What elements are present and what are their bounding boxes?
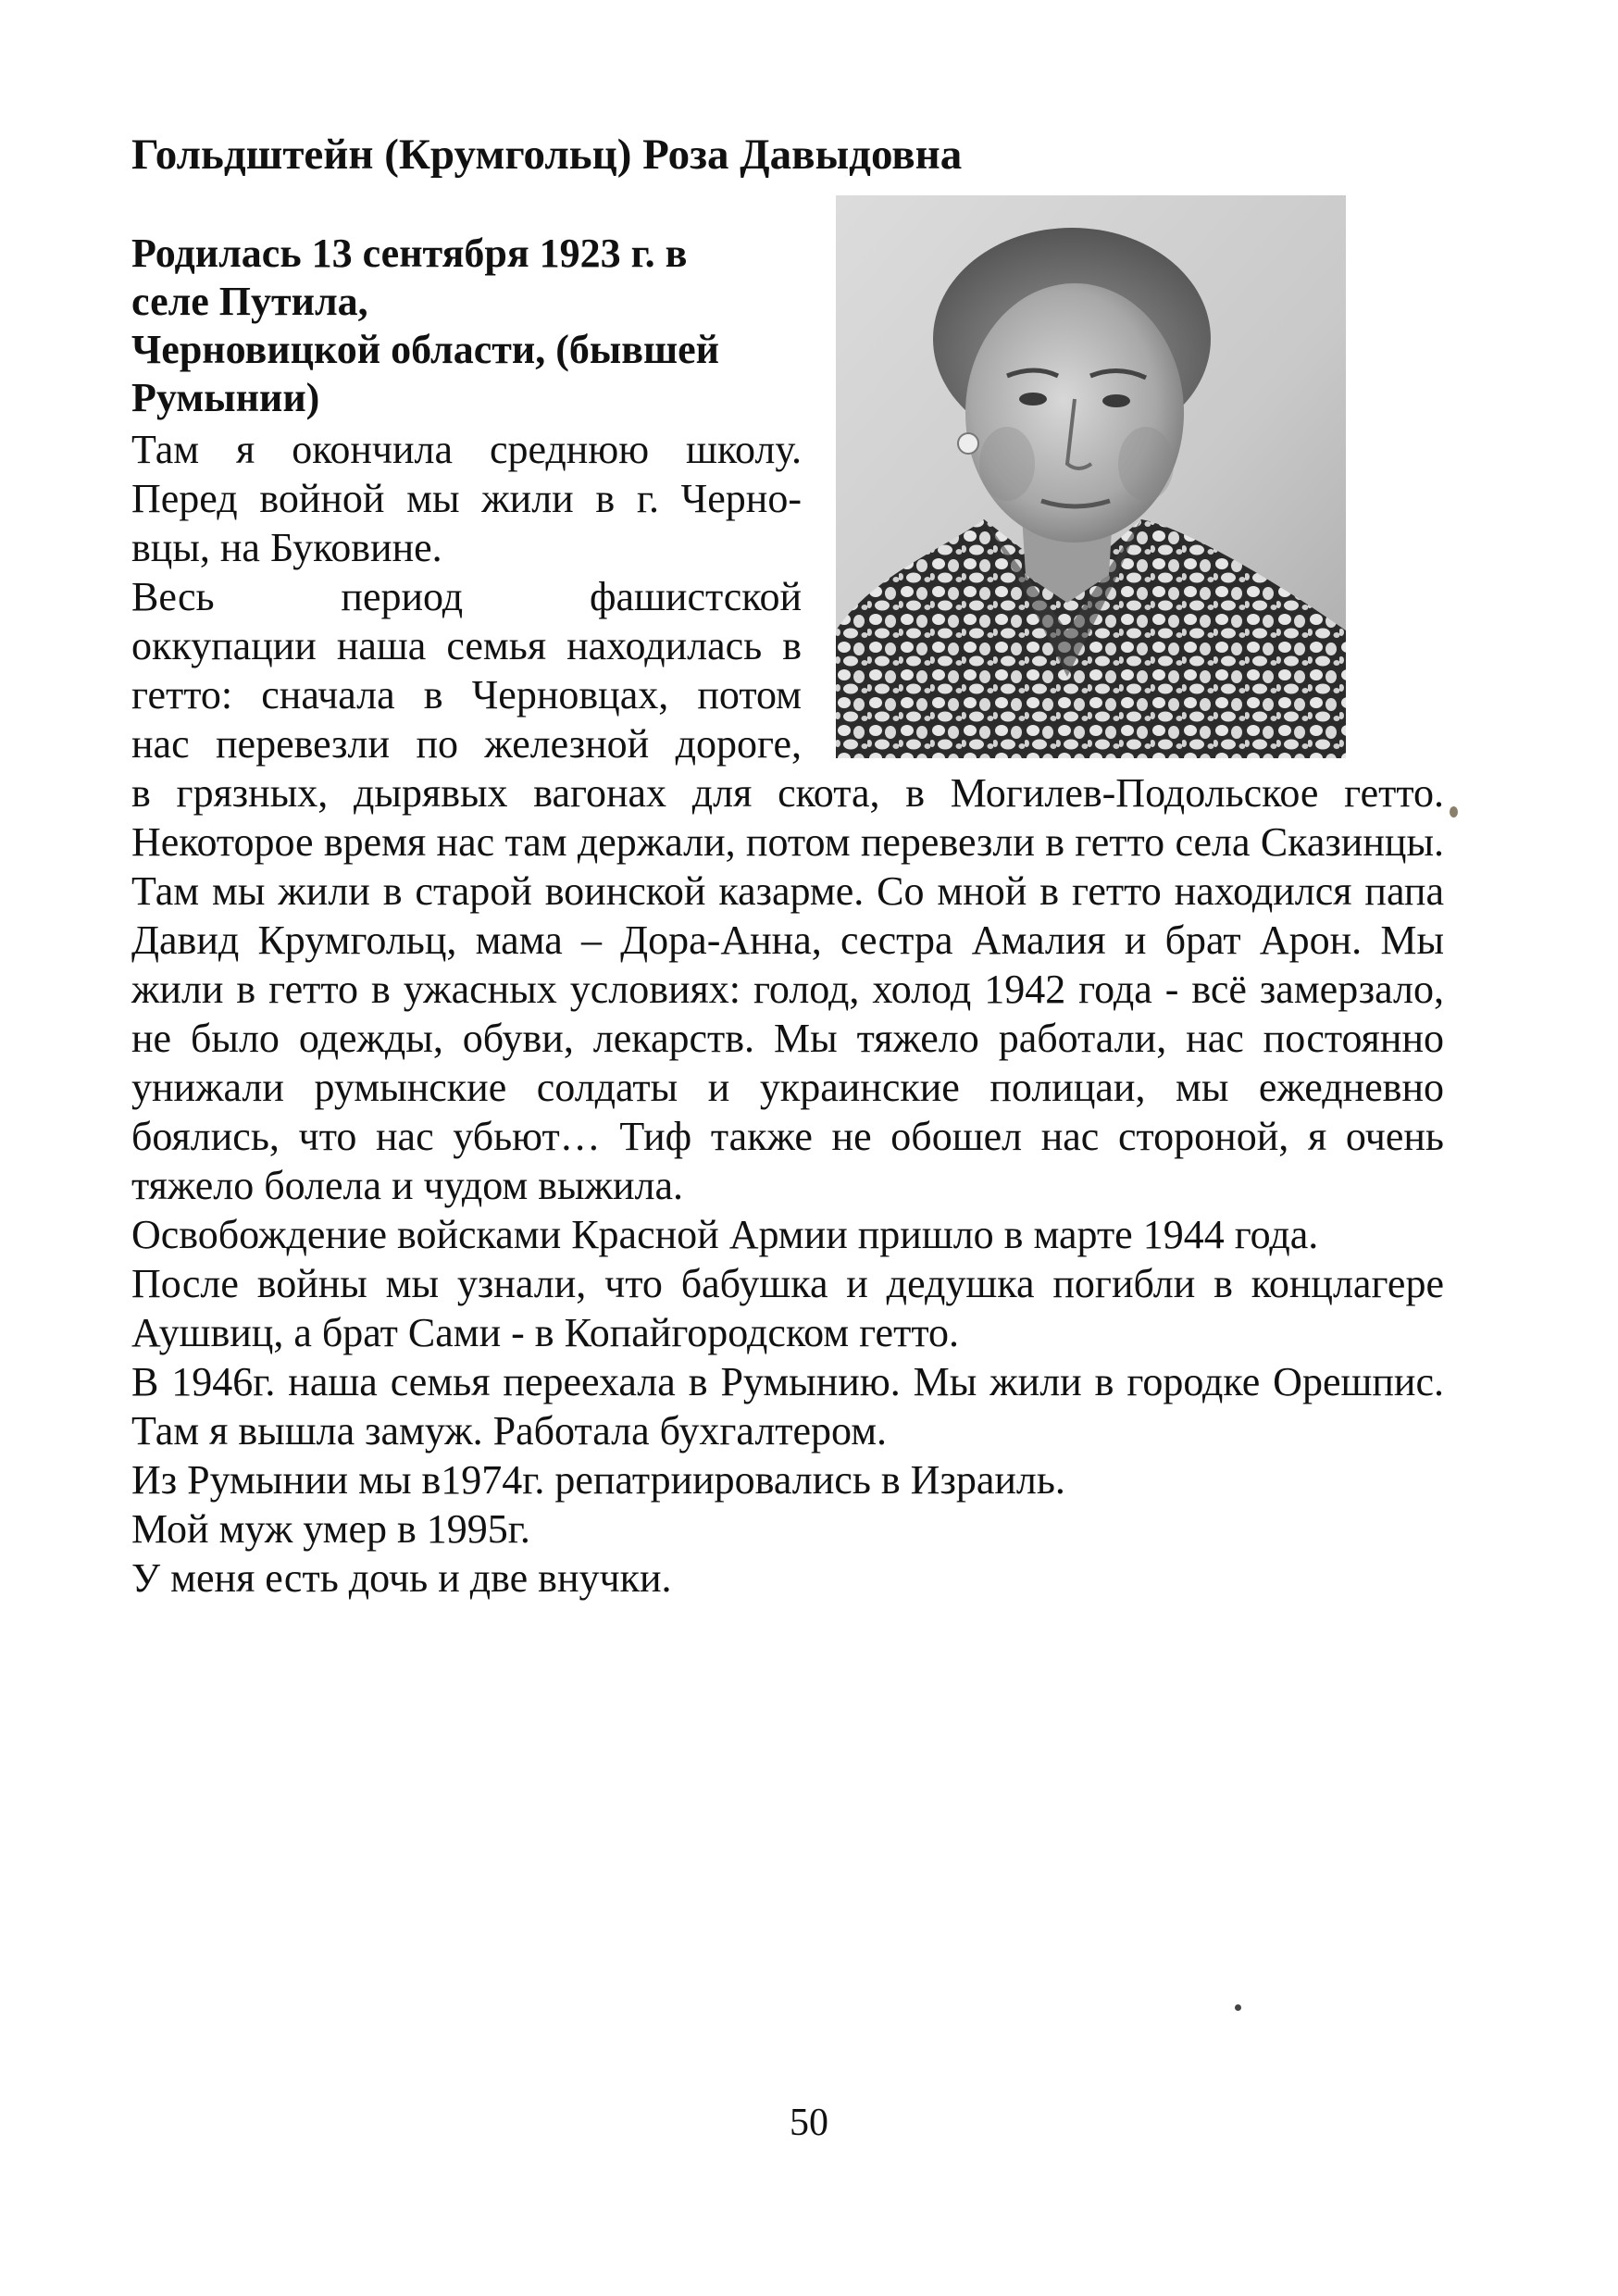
scan-speck: [1450, 806, 1458, 817]
portrait-photo: [836, 195, 1346, 758]
text-line: Перед войной мы жили в г. Черно-: [131, 476, 802, 521]
text-line: Весь период фашистской: [131, 574, 802, 619]
biography-text: [131, 768, 1444, 1603]
text-line: вцы, на Буковине.: [131, 525, 442, 570]
birth-info-line: Черновицкой области, (бывшей: [131, 327, 720, 372]
person-name-title: Гольдштейн (Крумгольц) Роза Давыдовна: [131, 131, 963, 179]
birth-info-line: Родилась 13 сентября 1923 г. в: [131, 231, 688, 276]
paragraph: В 1946г. наша семья переехала в Румынию. Мы жили в городке Орешпис. Там я вышла замуж. Работала бухгалтером.: [131, 1359, 1444, 1454]
page-number: 50: [790, 2102, 828, 2144]
birth-info-line: Румынии): [131, 375, 320, 420]
paragraph: После войны мы узнали, что бабушка и дедушка погибли в концлагере Аушвиц, а брат Сами - в Копайгородском гетто.: [131, 1261, 1444, 1355]
paragraph: У меня есть дочь и две внучки.: [131, 1555, 672, 1601]
paragraph: в грязных, дырявых вагонах для скота, в Могилев-Подольское гетто. Некоторое время нас там держали, потом перевезли в гетто села Сказинцы. Там мы жили в старой воинской казарме. Со мной в гетто находился папа Давид Крумгольц, мама – Дора-Анна, сестра Амалия и брат Арон. Мы жили в гетто в ужасных условиях: голод, холод 1942 года - всё замерзало, не было одежды, обуви, лекарств. Мы тяжело работали, нас постоянно унижали румынские солдаты и украинские полицаи, мы ежедневно боялись, что нас убьют… Тиф также не обошел нас стороной, я очень тяжело болела и чудом выжила.: [131, 770, 1444, 1208]
text-line: оккупации наша семья находилась в: [131, 623, 802, 668]
text-line: Там я окончила среднюю школу.: [131, 427, 802, 472]
scan-speck: [1235, 2004, 1241, 2011]
birth-info-line: селе Путила,: [131, 279, 368, 324]
paragraph: Из Румынии мы в1974г. репатриировались в Израиль.: [131, 1457, 1065, 1503]
text-line: нас перевезли по железной дороге,: [131, 721, 802, 767]
text-line: гетто: сначала в Черновцах, потом: [131, 672, 802, 718]
narrow-text-block: [131, 425, 802, 768]
birth-info: [131, 230, 812, 422]
paragraph: Мой муж умер в 1995г.: [131, 1506, 530, 1552]
paragraph: Освобождение войсками Красной Армии пришло в марте 1944 года.: [131, 1212, 1319, 1257]
